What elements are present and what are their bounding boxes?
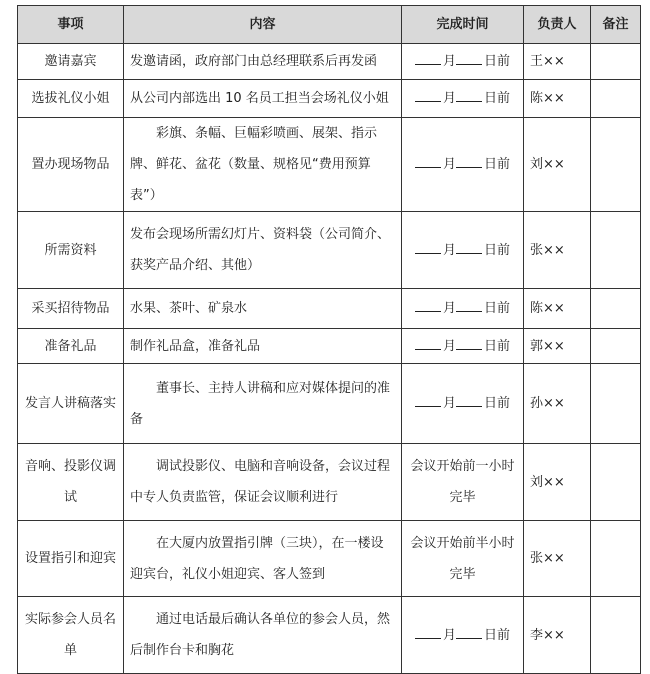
- time-cell: [402, 289, 524, 329]
- content-cell: 董事长、主持人讲稿和应对媒体提问的准备: [124, 364, 402, 444]
- note-cell[interactable]: [591, 289, 641, 329]
- header-item: 事项: [18, 6, 124, 44]
- owner-cell: 张××: [524, 521, 591, 597]
- time-cell: 会议开始前一小时完毕: [402, 444, 524, 521]
- month-label: 月: [442, 301, 456, 316]
- header-owner: 负责人: [524, 6, 591, 44]
- item-cell: 实际参会人员名单: [18, 597, 124, 674]
- item-cell: 所需资料: [18, 212, 124, 289]
- time-cell: [402, 597, 524, 674]
- note-cell[interactable]: [591, 364, 641, 444]
- note-cell[interactable]: [591, 444, 641, 521]
- month-label: 月: [442, 396, 456, 411]
- owner-cell: 刘××: [524, 444, 591, 521]
- time-cell: [402, 44, 524, 80]
- owner-cell: 王××: [524, 44, 591, 80]
- month-label: 月: [442, 627, 456, 643]
- day-label: 日前: [484, 242, 511, 258]
- note-cell[interactable]: [591, 521, 641, 597]
- item-cell: 邀请嘉宾: [18, 44, 124, 80]
- event-task-table: [17, 5, 641, 674]
- time-cell: 会议开始前半小时完毕: [402, 521, 524, 597]
- header-note: 备注: [591, 6, 641, 44]
- day-label: 日前: [484, 301, 511, 316]
- table-row: [18, 44, 641, 80]
- time-cell: [402, 364, 524, 444]
- note-cell[interactable]: [591, 80, 641, 118]
- item-cell: 设置指引和迎宾: [18, 521, 124, 597]
- header-time: 完成时间: [402, 6, 524, 44]
- owner-cell: 刘××: [524, 118, 591, 212]
- month-label: 月: [442, 338, 456, 354]
- owner-cell: 张××: [524, 212, 591, 289]
- table-row: [18, 212, 641, 289]
- owner-cell: 陈××: [524, 289, 591, 329]
- month-label: 月: [442, 54, 456, 69]
- owner-cell: 陈××: [524, 80, 591, 118]
- day-label: 日前: [484, 396, 511, 411]
- content-cell: 发邀请函，政府部门由总经理联系后再发函: [124, 44, 402, 80]
- owner-cell: 郭××: [524, 329, 591, 364]
- table-row: [18, 118, 641, 212]
- content-cell: 发布会现场所需幻灯片、资料袋（公司简介、获奖产品介绍、其他）: [124, 212, 402, 289]
- item-cell: 发言人讲稿落实: [18, 364, 124, 444]
- item-cell: 置办现场物品: [18, 118, 124, 212]
- month-label: 月: [442, 157, 456, 172]
- table-row: [18, 364, 641, 444]
- content-cell: 在大厦内放置指引牌（三块），在一楼设迎宾台，礼仪小姐迎宾、客人签到: [124, 521, 402, 597]
- owner-cell: 李××: [524, 597, 591, 674]
- item-cell: 音响、投影仪调试: [18, 444, 124, 521]
- content-cell: 通过电话最后确认各单位的参会人员，然后制作台卡和胸花: [124, 597, 402, 674]
- time-cell: [402, 80, 524, 118]
- note-cell[interactable]: [591, 212, 641, 289]
- table-row: [18, 80, 641, 118]
- day-label: 日前: [484, 54, 511, 69]
- month-label: 月: [442, 242, 456, 258]
- time-cell: [402, 212, 524, 289]
- table-row: [18, 289, 641, 329]
- header-content: 内容: [124, 6, 402, 44]
- table-row: [18, 329, 641, 364]
- time-cell: [402, 118, 524, 212]
- header-row: [18, 6, 641, 44]
- item-cell: 选拔礼仪小姐: [18, 80, 124, 118]
- content-cell: 从公司内部选出 10 名员工担当会场礼仪小姐: [124, 80, 402, 118]
- content-cell: 水果、茶叶、矿泉水: [124, 289, 402, 329]
- item-cell: 采买招待物品: [18, 289, 124, 329]
- table-row: [18, 521, 641, 597]
- content-cell: 调试投影仪、电脑和音响设备，会议过程中专人负责监管，保证会议顺利进行: [124, 444, 402, 521]
- day-label: 日前: [484, 157, 511, 172]
- content-cell: 彩旗、条幅、巨幅彩喷画、展架、指示牌、鲜花、盆花（数量、规格见“费用预算表”）: [124, 118, 402, 212]
- day-label: 日前: [484, 627, 511, 643]
- month-label: 月: [442, 91, 456, 106]
- content-cell: 制作礼品盒，准备礼品: [124, 329, 402, 364]
- day-label: 日前: [484, 91, 511, 106]
- table-row: [18, 597, 641, 674]
- note-cell[interactable]: [591, 597, 641, 674]
- note-cell[interactable]: [591, 329, 641, 364]
- item-cell: 准备礼品: [18, 329, 124, 364]
- owner-cell: 孙××: [524, 364, 591, 444]
- time-cell: [402, 329, 524, 364]
- day-label: 日前: [484, 338, 511, 354]
- note-cell[interactable]: [591, 44, 641, 80]
- note-cell[interactable]: [591, 118, 641, 212]
- table-row: [18, 444, 641, 521]
